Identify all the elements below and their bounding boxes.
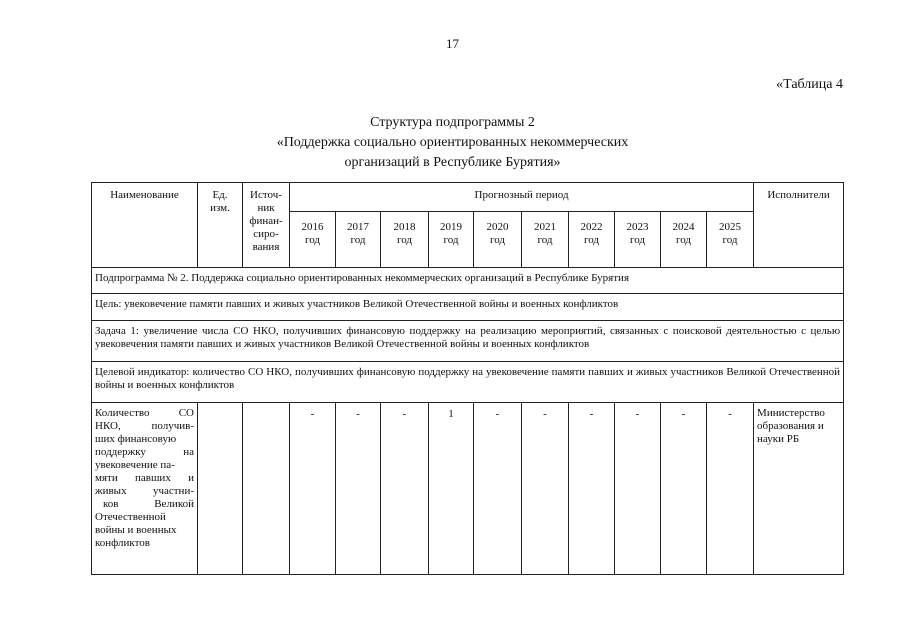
header-unit-line: Ед. (212, 189, 228, 201)
name-line: конфликтов (95, 537, 150, 549)
value-cell-2017: - (336, 403, 381, 575)
value-cell-2016: - (290, 403, 336, 575)
subprogram-cell: Подпрограмма № 2. Поддержка социально ориентированных некоммерческих организаций в Республике Бурятия (92, 268, 844, 294)
header-unit (198, 183, 243, 268)
title-line-3: организаций в Республике Бурятия» (344, 155, 561, 170)
header-source-line: сиро- (253, 228, 279, 240)
year-header: 2018 год (381, 212, 429, 268)
value-cell-2019: 1 (429, 403, 474, 575)
subprogram-structure-table (91, 182, 844, 575)
table-label: «Таблица 4 (776, 77, 843, 92)
header-source-line: финан- (249, 215, 283, 227)
goal-row (92, 294, 844, 321)
name-line: поддержку на (95, 446, 194, 458)
title-line-2: «Поддержка социально ориентированных некоммерческих (276, 135, 629, 150)
name-line: НКО, получив- (95, 420, 194, 432)
value-cell-2018: - (381, 403, 429, 575)
task-cell: Задача 1: увеличение числа СО НКО, получивших финансовую поддержку на реализацию мероприятий, связанных с поисковой деятельностью с целью увековечения памяти павших и живых участников Великой Отечественной войны и военных конфликтов (92, 321, 844, 362)
executor-line: образования и (757, 420, 824, 432)
value-cell-2025: - (707, 403, 754, 575)
indicator-cell: Целевой индикатор: количество СО НКО, получивших финансовую поддержку на увековечение памяти павших и живых участников Великой Отечественной войны и военных конфликтов (92, 362, 844, 403)
header-row-1 (92, 183, 844, 212)
year-header: 2023 год (615, 212, 661, 268)
executor-line: Министерство (757, 407, 825, 419)
task-row (92, 321, 844, 362)
name-line: мяти павших и (95, 472, 194, 484)
data-row (92, 403, 844, 575)
page-number: 17 (446, 36, 459, 51)
year-header: 2019 год (429, 212, 474, 268)
year-header: 2017 год (336, 212, 381, 268)
indicator-row (92, 362, 844, 403)
header-source-line: вания (252, 241, 280, 253)
name-line: увековечение па- (95, 459, 175, 471)
year-header: 2022 год (569, 212, 615, 268)
executor-line: науки РБ (757, 433, 800, 445)
name-line: ков Великой (103, 498, 194, 510)
name-line: живых участни- (95, 485, 194, 497)
header-source-line: ник (257, 202, 275, 214)
value-cell-2021: - (522, 403, 569, 575)
subprogram-row (92, 268, 844, 294)
header-source-line: Источ- (250, 189, 282, 201)
header-name: Наименование (92, 183, 198, 268)
header-executors: Исполнители (754, 183, 844, 268)
name-line: Количество СО (95, 407, 194, 419)
year-header: 2025 год (707, 212, 754, 268)
funding-source-cell (243, 403, 290, 575)
title-line-1: Структура подпрограммы 2 (370, 115, 535, 130)
header-funding-source (243, 183, 290, 268)
header-unit-line: изм. (210, 202, 230, 214)
unit-cell (198, 403, 243, 575)
name-line: войны и военных (95, 524, 177, 536)
year-header: 2016 год (290, 212, 336, 268)
document-title (0, 113, 905, 173)
name-line: Отечественной (95, 511, 166, 523)
year-header: 2021 год (522, 212, 569, 268)
indicator-name-cell (92, 403, 198, 575)
goal-cell: Цель: увековечение памяти павших и живых участников Великой Отечественной войны и военных конфликтов (92, 294, 844, 321)
year-header: 2024 год (661, 212, 707, 268)
value-cell-2024: - (661, 403, 707, 575)
year-header: 2020 год (474, 212, 522, 268)
name-line: ших финансовую (95, 433, 177, 445)
value-cell-2020: - (474, 403, 522, 575)
value-cell-2022: - (569, 403, 615, 575)
value-cell-2023: - (615, 403, 661, 575)
executors-cell (754, 403, 844, 575)
header-forecast-period: Прогнозный период (290, 183, 754, 212)
